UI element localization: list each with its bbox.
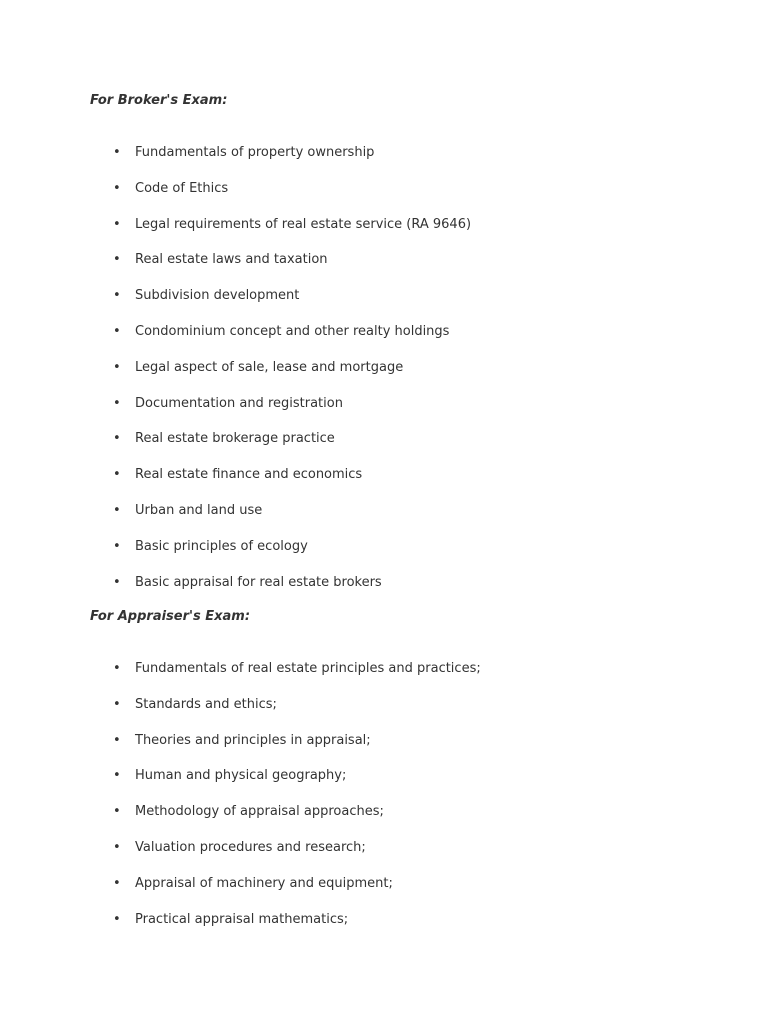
bullet-icon: • [113,467,121,483]
bullet-icon: • [113,574,121,590]
bullet-icon: • [113,732,121,748]
bullet-icon: • [113,180,121,196]
bullet-icon: • [113,696,121,712]
bullet-icon: • [113,395,121,411]
bullet-icon: • [113,359,121,375]
bullet-icon: • [113,875,121,891]
bullet-icon: • [113,145,121,160]
bullet-icon: • [113,216,121,232]
bullet-icon: • [113,839,121,855]
section-heading-appraiser: For Appraiser's Exam: [90,609,251,624]
bullet-icon: • [113,804,121,820]
bullet-icon: • [113,323,121,339]
bullet-icon: • [113,661,121,676]
bullet-icon: • [113,252,121,268]
document-page: For Broker's Exam: • Fundamentals of property ownership • Code of Ethics • Legal requirements of real estate service (RA 9646) • Real estate laws and taxation • Subdivision development • Condominium concept and other realty holdings • Legal aspect of sale, lease and mortgage • Documentation and registration • Real estate brokerage practice • Real estate finance and economics • Urban and land use • Basic principles of ecology • Basic appraisal for real estate brokers For Appraiser's Exam: • Fundamentals of real estate principles and practices; • Standards and ethics; • Theories and principles in appraisal; • Human and physical geography; • Methodology of appraisal approaches; • Valuation procedures and research; • Appraisal of machinery and equipment; • Practical appraisal mathematics; [90,93,481,927]
bullet-icon: • [113,431,121,447]
bullet-icon: • [113,768,121,784]
bullet-icon: • [113,502,121,518]
bullet-icon: • [113,911,121,927]
bullet-icon: • [113,538,121,554]
section-heading-broker: For Broker's Exam: [90,93,228,108]
bullet-icon: • [113,288,121,304]
